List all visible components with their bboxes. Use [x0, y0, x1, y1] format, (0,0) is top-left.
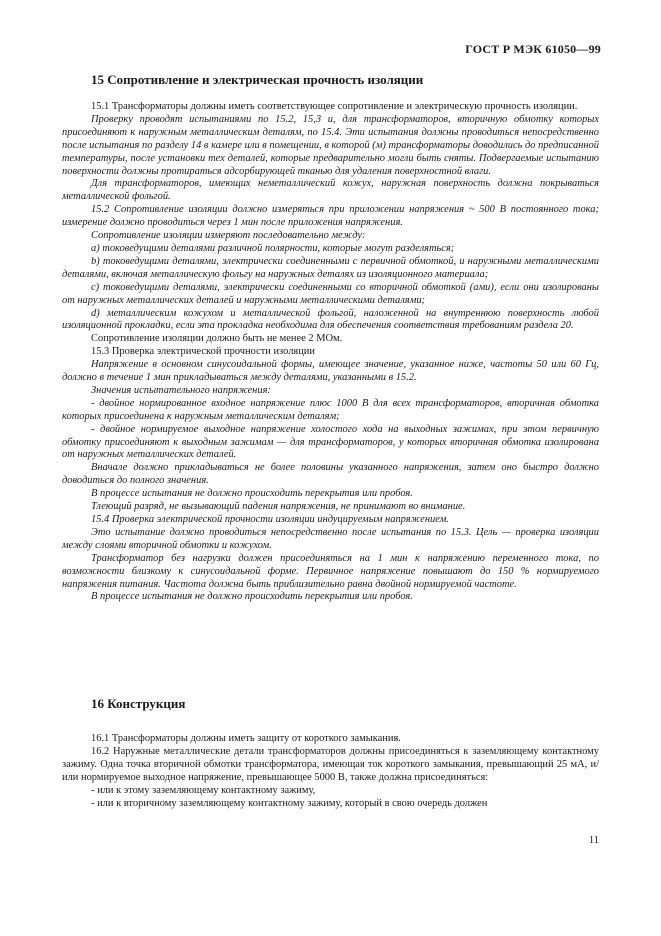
section-15-heading: 15 Сопротивление и электрическая прочность изоляции	[91, 72, 424, 87]
section-15-body	[62, 101, 599, 604]
list-item: с) токоведущими деталями, электрически соединенными со вторичной обмоткой (ами), если они изолированы от наружных металлических деталей и наружными металлическими деталями;	[62, 281, 599, 306]
paragraph: Трансформатор без нагрузки должен присоединяться на 1 мин к напряжению переменного тока, по возможности близкому к синусоидальной форме. Первичное напряжение повышают до 150 % нормируемого напряжения питания. Частота должна быть приблизительно равна двойной нормируемой частоте.	[62, 552, 599, 590]
list-item: - или к этому заземляющему контактному зажиму,	[91, 784, 316, 796]
page-number: 11	[588, 835, 599, 846]
paragraph: Сопротивление изоляции должно быть не менее 2 МОм.	[91, 333, 343, 345]
list-item: b) токоведущими деталями, электрически соединенными с первичной обмоткой, и наружными металлическими деталями, включая металлическую фольгу на наружных деталях из изоляционного материала;	[62, 255, 599, 280]
paragraph: Вначале должно прикладываться не более половины указанного напряжения, затем оно быстро должно доводиться до полного значения.	[62, 462, 599, 487]
paragraph: В процессе испытания не должно происходить перекрытия или пробоя.	[91, 488, 413, 500]
paragraph: 15.3 Проверка электрической прочности изоляции	[91, 346, 315, 358]
list-item: d) металлическим кожухом и металлической фольгой, наложенной на внутреннюю поверхность любой изоляционной прокладки, если эта прокладка необходима для обеспечения соответствия требованиям раздела 20.	[62, 307, 599, 332]
page-header: ГОСТ Р МЭК 61050—99	[465, 42, 601, 56]
paragraph: 15.4 Проверка электрической прочности изоляции индуцируемым напряжением.	[91, 514, 449, 525]
paragraph: Сопротивление изоляции измеряют последовательно между:	[91, 230, 366, 242]
paragraph: Тлеющий разряд, не вызывающий падения напряжения, не принимают во внимание.	[91, 501, 466, 513]
paragraph: Проверку проводят испытаниями по 15.2, 15,3 и, для трансформаторов, вторичную обмотку которых присоединяют к наружным металлическим деталям, по 15.4. Эти испытания должны проводиться непосредственно после испытания по разделу 14 в камере или в помещении, в которой (м) трансформаторы доводились до предписанной температуры, после установки тех деталей, которые предварительно могли быть сняты. Подвергаемые испытанию поверхности должны протираться адсорбирующей тканью для удаления поверхностной влаги.	[62, 113, 599, 177]
paragraph: Для трансформаторов, имеющих неметаллический кожух, наружная поверхность должна покрываться металлической фольгой.	[62, 178, 599, 203]
list-item: - двойное нормируемое выходное напряжение холостого хода на выходных зажимах, при этом первичную обмотку присоединяют к выходным зажимам — для трансформаторов, у которых вторичная обмотка изолирована от наружных металлических деталей.	[62, 423, 599, 461]
paragraph: 16.2 Наружные металлические детали трансформаторов должны присоединяться к заземляющему контактному зажиму. Одна точка вторичной обмотки трансформатора, имеющая ток короткого замыкания, превышающий 25 мА, и/или нормируемое выходное напряжение, превышающее 5000 В, также должна присоединяться:	[62, 745, 599, 783]
paragraph: В процессе испытания не должно происходить перекрытия или пробоя.	[91, 591, 413, 603]
section-16-body	[62, 733, 599, 810]
paragraph: Это испытание должно проводиться непосредственно после испытания по 15.3. Цель — проверка изоляции между слоями вторичной обмотки и кожухом.	[62, 526, 599, 551]
paragraph: 16.1 Трансформаторы должны иметь защиту от короткого замыкания.	[91, 733, 401, 744]
paragraph: Напряжение в основном синусоидальной формы, имеющее значение, указанное ниже, частоты 50 или 60 Гц, должно в течение 1 мин прикладываться между деталями, указанными в 15.2.	[62, 359, 599, 384]
list-item: - двойное нормированное входное напряжение плюс 1000 В для всех трансформаторов, вторичная обмотка которых присоединена к наружным металлическим деталям;	[62, 397, 599, 422]
section-16-heading: 16 Конструкция	[91, 696, 186, 711]
paragraph: Значения испытательного напряжения:	[91, 384, 271, 396]
paragraph: 15.2 Сопротивление изоляции должно измеряться при приложении напряжения ~ 500 В постоянного тока; измерение должно проводиться через 1 мин после приложения напряжения.	[62, 204, 599, 229]
list-item: - или к вторичному заземляющему контактному зажиму, который в свою очередь должен	[91, 797, 488, 809]
paragraph: 15.1 Трансформаторы должны иметь соответствующее сопротивление и электрическую прочность изоляции.	[91, 101, 578, 112]
list-item: а) токоведущими деталями различной полярности, которые могут разделяться;	[91, 242, 455, 254]
